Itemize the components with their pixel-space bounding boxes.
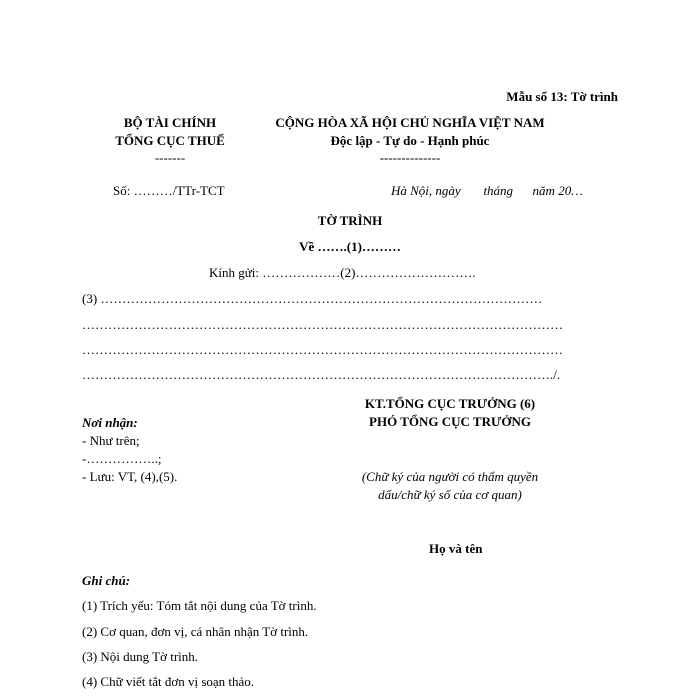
notes-heading: Ghi chú: [82, 573, 131, 588]
recipients-heading: Nơi nhận: [82, 415, 138, 430]
note-item: (4) Chữ viết tắt đơn vị soạn thảo. [82, 674, 255, 689]
body-line-3: ………………………………………………………………………………………………… [82, 342, 563, 357]
body-line-4: ………………………………………………………………………………………………./. [82, 367, 561, 382]
note-item: (2) Cơ quan, đơn vị, cá nhân nhận Tờ trình. [82, 624, 309, 639]
signature-note-2: dấu/chữ ký số của cơ quan) [378, 487, 522, 502]
signature-note-1: (Chữ ký của người có thẩm quyền [361, 469, 539, 484]
addressee-line: Kính gửi: ………………(2)………………………. [209, 265, 476, 280]
agency-name: TỔNG CỤC THUẾ [115, 133, 225, 148]
national-title: CỘNG HÒA XÃ HỘI CHỦ NGHĨA VIỆT NAM [275, 115, 545, 130]
form-label: Mẫu số 13: Tờ trình [506, 89, 618, 104]
national-motto: Độc lập - Tự do - Hạnh phúc [330, 133, 490, 148]
place-and-date: Hà Nội, ngày tháng năm 20… [391, 183, 583, 198]
body-line-2: ………………………………………………………………………………………………… [82, 317, 563, 332]
signer-title-2: PHÓ TỔNG CỤC TRƯỞNG [369, 414, 531, 429]
recipient-item: -……………..; [82, 451, 162, 466]
recipient-item: - Lưu: VT, (4),(5). [82, 469, 178, 484]
left-header-divider: ------- [154, 150, 186, 165]
body-line-1: (3) ………………………………………………………………………………………… [82, 291, 543, 306]
document-title: TỜ TRÌNH [317, 213, 383, 228]
right-header-divider: -------------- [379, 150, 441, 165]
ministry-name: BỘ TÀI CHÍNH [123, 115, 217, 130]
recipient-item: - Như trên; [82, 433, 140, 448]
signer-name: Họ và tên [429, 541, 483, 556]
note-item: (1) Trích yếu: Tóm tắt nội dung của Tờ trình. [82, 598, 317, 613]
document-number: Số: ………/TTr-TCT [113, 183, 225, 198]
document-subject: Về …….(1)……… [299, 239, 401, 254]
note-item: (3) Nội dung Tờ trình. [82, 649, 199, 664]
signer-title-1: KT.TỔNG CỤC TRƯỞNG (6) [364, 396, 536, 411]
